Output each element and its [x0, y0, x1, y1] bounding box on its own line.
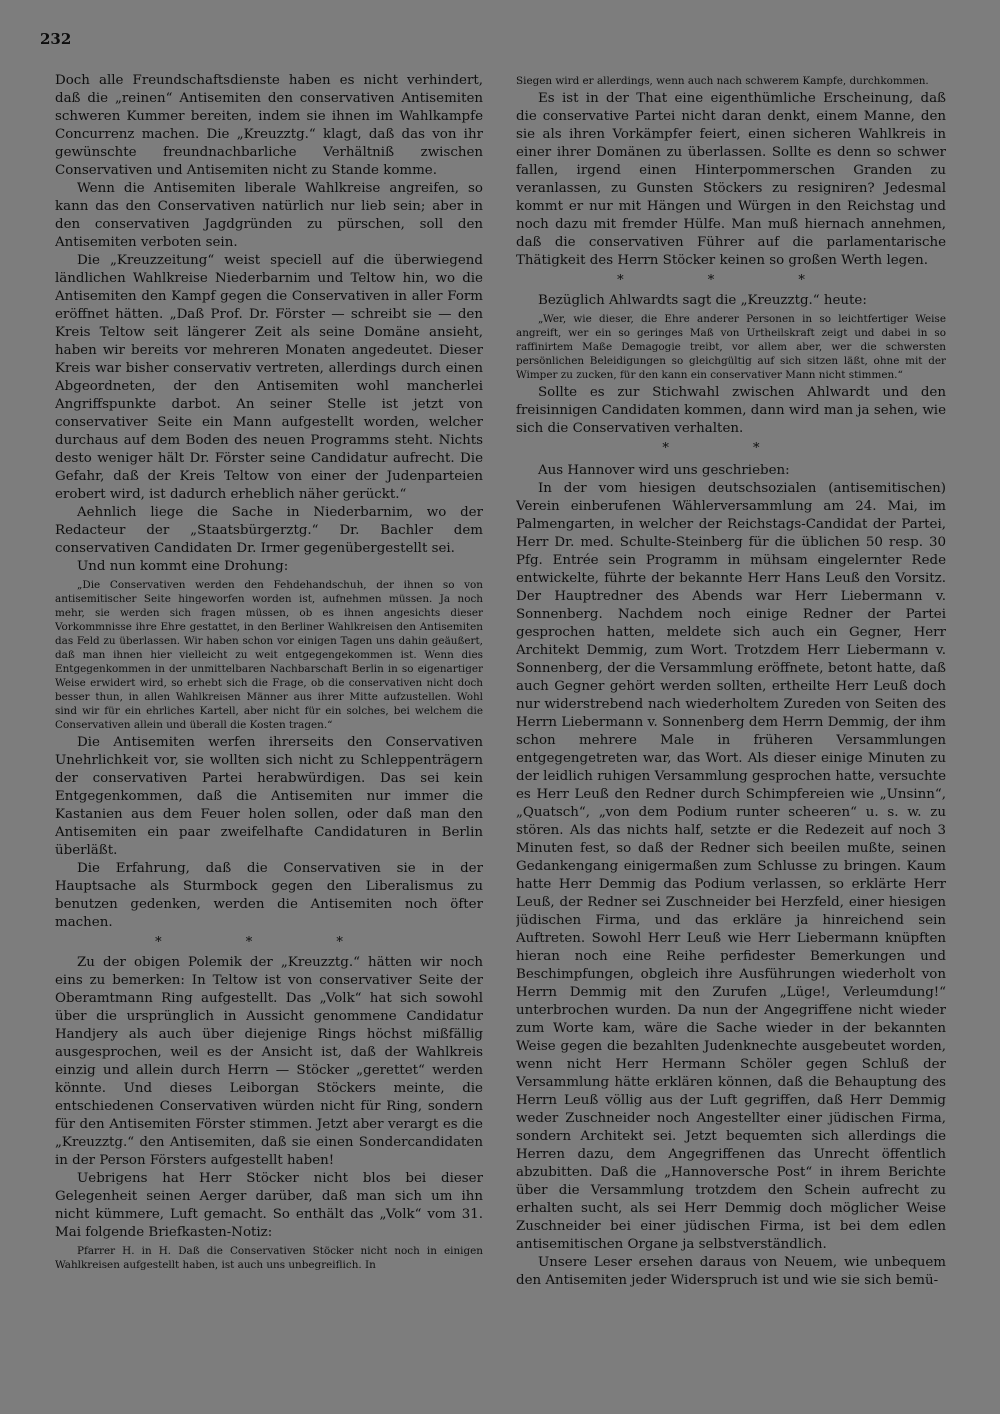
- block-quote: „Die Conservativen werden den Fehdehandschuh, der ihnen so von antisemitischer Seite hingeworfen worden ist, aufnehmen müssen. Ja noch mehr, sie werden sich fragen müssen, ob es ihnen angesichts dieser Vorkommnisse ihre Ehre gestattet, in den Berliner Wahlkreisen den Antisemiten das Feld zu überlassen. Wir haben schon vor einigen Tagen uns dahin geäußert, daß man ihnen hier vielleicht zu weit entgegengekommen ist. Wenn dies Entgegenkommen in der unmittelbaren Nachbarschaft Berlin in so eigenartiger Weise erwidert wird, so erhebt sich die Frage, ob die conservativen nicht doch besser thun, in allen Wahlkreisen Männer aus ihrer Mitte aufzustellen. Wohl sind wir für ein ehrliches Kartell, aber nicht für ein solches, bei welchem die Conservativen allein und überall die Kosten tragen.“: [55, 579, 483, 731]
- paragraph: Uebrigens hat Herr Stöcker nicht blos bei dieser Gelegenheit seinen Aerger darüber, daß man sich um ihn nicht kümmere, Luft gemacht. So enthält das „Volk“ vom 31. Mai folgende Briefkasten-Notiz:: [55, 1171, 483, 1240]
- page-number: 232: [40, 30, 72, 48]
- paragraph: Zu der obigen Polemik der „Kreuzztg.“ hätten wir noch eins zu bemerken: In Teltow ist von conservativer Seite der Oberamtmann Ring aufgestellt. Das „Volk“ hat sich sowohl über die ursprünglich in Aussicht genommene Candidatur Handjery als auch über diejenige Rings höchst mißfällig ausgesprochen, weil es der Ansicht ist, daß der Wahlkreis einzig und allein durch Herrn — Stöcker „gerettet“ werden könnte. Und dieses Leiborgan Stöckers meinte, die entschiedenen Conservativen würden nicht für Ring, sondern für den Antisemiten Förster stimmen. Jetzt aber verargt es die „Kreuzztg.“ den Antisemiten, daß sie einen Sondercandidaten in der Person Försters aufgestellt haben!: [55, 955, 483, 1168]
- section-separator: * * *: [155, 935, 383, 950]
- block-quote: „Wer, wie dieser, die Ehre anderer Personen in so leichtfertiger Weise angreift, wer ein so geringes Maß von Urtheilskraft zeigt und dabei in so raffinirtem Maße Demagogie treibt, vor allem aber, wer die schwersten persönlichen Beleidigungen so gleichgültig auf sich sitzen läßt, ohne mit der Wimper zu zucken, für den kann ein conservativer Mann nicht stimmen.“: [516, 313, 946, 381]
- paragraph: Wenn die Antisemiten liberale Wahlkreise angreifen, so kann das den Conservativen natürlich nur lieb sein; aber in den conservativen Jagdgründen zu pürschen, soll den Antisemiten verboten sein.: [55, 181, 483, 250]
- section-separator: * *: [662, 441, 800, 456]
- left-column: [55, 72, 483, 1374]
- paragraph: Und nun kommt eine Drohung:: [77, 559, 289, 574]
- paragraph: Die Erfahrung, daß die Conservativen sie in der Hauptsache als Sturmbock gegen den Liberalismus zu benutzen gedenken, werden die Antisemiten noch öfter machen.: [55, 861, 483, 930]
- paragraph: Aehnlich liege die Sache in Niederbarnim, wo der Redacteur der „Staatsbürgerztg.“ Dr. Bachler dem conservativen Candidaten Dr. Irmer gegenübergestellt sei.: [55, 505, 483, 556]
- paragraph: Die „Kreuzzeitung“ weist speciell auf die überwiegend ländlichen Wahlkreise Niederbarnim und Teltow hin, wo die Antisemiten den Kampf gegen die Conservativen in aller Form eröffnet hätten. „Daß Prof. Dr. Förster — schreibt sie — den Kreis Teltow seit längerer Zeit als seine Domäne ansieht, haben wir bereits vor mehreren Monaten angedeutet. Dieser Kreis war bisher conservativ vertreten, allerdings durch einen Abgeordneten, der den Antisemiten wohl mancherlei Angriffspunkte darbot. An seiner Stelle ist jetzt von conservativer Seite ein Mann aufgestellt worden, welcher durchaus auf dem Boden des neuen Programms steht. Nichts desto weniger hält Dr. Förster seine Candidatur aufrecht. Die Gefahr, daß der Kreis Teltow von einer der Judenparteien erobert wird, ist dadurch erheblich näher gerückt.“: [55, 253, 483, 502]
- paragraph: Die Antisemiten werfen ihrerseits den Conservativen Unehrlichkeit vor, sie wollten sich nicht zu Schleppenträgern der conservativen Partei herabwürdigen. Das sei kein Entgegenkommen, daß die Antisemiten nur immer die Kastanien aus dem Feuer holen sollen, oder daß man den Antisemiten ein paar zweifelhafte Candidaturen in Berlin überläßt.: [55, 735, 483, 858]
- paragraph: In der vom hiesigen deutschsozialen (antisemitischen) Verein einberufenen Wählerversammlung am 24. Mai, im Palmengarten, in welcher der Reichstags-Candidat der Partei, Herr Dr. med. Schulte-Steinberg für die üblichen 50 resp. 30 Pfg. Entrée sein Programm in mühsam eingelernter Rede entwickelte, führte der bekannte Herr Hans Leuß den Vorsitz. Der Hauptredner des Abends war Herr Liebermann v. Sonnenberg. Nachdem noch einige Redner der Partei gesprochen hatten, meldete sich auch ein Gegner, Herr Architekt Demmig, zum Wort. Trotzdem Herr Liebermann v. Sonnenberg, der die Versammlung eröffnete, betont hatte, daß auch Gegner gehört werden sollten, ertheilte Herr Leuß doch nur widerstrebend nach wiederholtem Zureden von Seiten des Herrn Liebermann v. Sonnenberg dem Herrn Demmig, der ihm schon mehrere Male in früheren Versammlungen entgegengetreten war, das Wort. Als dieser einige Minuten zu der leidlich ruhigen Versammlung gesprochen hatte, versuchte es Herr Leuß den Redner durch Schimpfereien wie „Unsinn“, „Quatsch“, „von dem Podium runter scheeren“ u. s. w. zu stören. Als das nichts half, setzte er die Redezeit auf noch 3 Minuten fest, so daß der Redner sich beeilen mußte, seinen Gedankengang einigermaßen zum Schlusse zu bringen. Kaum hatte Herr Demmig das Podium verlassen, so erklärte Herr Leuß, der Redner sei Zuschneider bei Herzfeld, einer hiesigen jüdischen Firma, und das erkläre ja hinreichend sein Auftreten. Sowohl Herr Leuß wie Herr Liebermann knüpften hieran noch eine Reihe perfidester Bemerkungen und Beschimpfungen, obgleich ihre Ausführungen wiederholt von Herrn Demmig mit den Zurufen „Lüge!, Verleumdung!“ unterbrochen wurden. Da nun der Angegriffene nicht wieder zum Worte kam, wäre die Sache wieder in der bekannten Weise gegen die bezahlten Judenknechte ausgebeutet worden, wenn nicht Herr Hermann Schöler gegen Schluß der Versammlung hätte erklären können, daß die Behauptung des Herrn Leuß völlig aus der Luft gegriffen, daß Herr Demmig weder Zuschneider noch Angestellter einer jüdischen Firma, sondern Architekt sei. Jetzt bequemten sich allerdings die Herren dazu, dem Angegriffenen das Unrecht öffentlich abzubitten. Daß die „Hannoversche Post“ in ihrem Berichte über die Versammlung trotzdem den Schein aufrecht zu erhalten sucht, als sei Herr Demmig doch möglicher Weise Zuschneider bei einer jüdischen Firma, ist bei dem edlen antisemitischen Organe ja selbstverständlich.: [516, 481, 946, 1252]
- paragraph: Sollte es zur Stichwahl zwischen Ahlwardt und den freisinnigen Candidaten kommen, dann wird man ja sehen, wie sich die Conservativen verhalten.: [516, 385, 946, 436]
- section-heading: Aus Hannover wird uns geschrieben:: [538, 463, 790, 478]
- paragraph: Unsere Leser ersehen daraus von Neuem, wie unbequem den Antisemiten jeder Widerspruch ist und wie sie sich bemü-: [516, 1255, 946, 1288]
- block-quote: Pfarrer H. in H. Daß die Conservativen Stöcker nicht noch in einigen Wahlkreisen aufgestellt haben, ist auch uns unbegreiflich. In: [55, 1245, 483, 1271]
- paragraph: Es ist in der That eine eigenthümliche Erscheinung, daß die conservative Partei nicht daran denkt, einem Manne, den sie als ihren Vorkämpfer feiert, einen sicheren Wahlkreis in einer ihrer Domänen zu überlassen. Sollte es denn so schwer fallen, irgend einen Hinterpommerschen Granden zu veranlassen, zu Gunsten Stöckers zu resigniren? Jedesmal kommt er nur mit Hängen und Würgen in den Reichstag und noch dazu mit fremder Hülfe. Man muß hiernach annehmen, daß die conservativen Führer auf die parlamentarische Thätigkeit des Herrn Stöcker keinen so großen Werth legen.: [516, 91, 946, 268]
- paragraph: Doch alle Freundschaftsdienste haben es nicht verhindert, daß die „reinen“ Antisemiten den conservativen Antisemiten schweren Kummer bereiten, indem sie ihnen im Wahlkampfe Concurrenz machen. Die „Kreuzztg.“ klagt, daß das von ihr gewünschte freundnachbarliche Verhältniß zwischen Conservativen und Antisemiten nicht zu Stande komme.: [55, 73, 483, 178]
- right-column: [516, 72, 946, 1374]
- paragraph: Bezüglich Ahlwardts sagt die „Kreuzztg.“ heute:: [538, 293, 867, 308]
- section-separator: * * *: [617, 273, 845, 288]
- block-quote-continuation: Siegen wird er allerdings, wenn auch nach schwerem Kampfe, durchkommen.: [516, 75, 929, 87]
